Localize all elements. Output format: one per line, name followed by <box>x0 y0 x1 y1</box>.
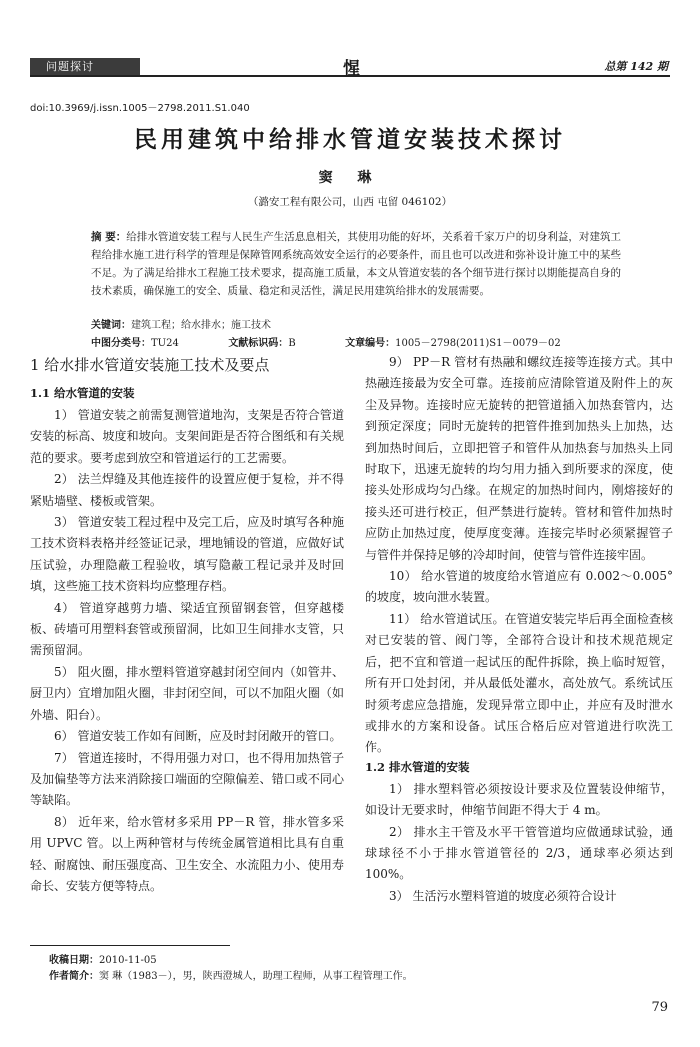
received-value: 2010-11-05 <box>99 955 157 966</box>
paragraph: 1） 排水塑料管必须按设计要求及位置装设伸缩节，如设计无要求时，伸缩节间距不得大于 4 m。 <box>365 781 673 818</box>
paragraph: 8） 近年来，给水管材多采用 PP－R 管，排水管多采用 UPVC 管。以上两种管材与传统金属管道相比具有自重轻、耐腐蚀、耐压强度高、卫生安全、水流阻力小、使用寿命长、安装方便等特点。 <box>30 814 344 893</box>
bio-label: 作者简介： <box>49 971 99 982</box>
keywords-label: 关键词： <box>91 320 131 331</box>
doi: doi:10.3969/j.issn.1005－2798.2011.S1.040 <box>30 103 250 114</box>
classification-line <box>91 334 621 349</box>
paragraph: 3） 管道安装工程过程中及完工后，应及时填写各种施工技术资料表格并经签证记录，埋地铺设的管道，应做好试压试验，办理隐蔽工程验收，填写隐蔽工程记录并及时回填，这些施工技术资料均应整理存档。 <box>30 515 344 594</box>
issue-number: 总第 142 期 <box>604 60 668 73</box>
paragraph: 1） 管道安装之前需复测管道地沟，支架是否符合管道安装的标高、坡度和坡向。支架间距是否符合图纸和有关规范的要求。要考虑到放空和管道运行的工艺需要。 <box>30 408 344 465</box>
paragraph: 10） 给水管道的坡度给水管道应有 0.002～0.005°的坡度，坡向泄水装置。 <box>365 569 673 605</box>
clc-label: 中图分类号： <box>91 338 151 349</box>
article-number-label: 文章编号： <box>345 338 396 349</box>
clc-value: TU24 <box>151 338 179 349</box>
keywords-text: 建筑工程；给水排水；施工技术 <box>131 320 271 331</box>
paragraph: 5） 阻火圈，排水塑料管道穿越封闭空间内（如管井、厨卫内）宜增加阻火圈，非封闭空间，可以不加阻火圈（如外墙、阳台）。 <box>30 664 344 722</box>
paragraph: 7） 管道连接时，不得用强力对口，也不得用加热管子及加偏垫等方法来消除接口端面的空隙偏差、错口或不同心等缺陷。 <box>30 750 344 808</box>
paragraph: 9） PP－R 管材有热融和螺纹连接等连接方式。其中热融连接最为安全可靠。连接前应清除管道及附件上的灰尘及异物。连接时应无旋转的把管道插入加热套管内，达到预定深度；同时无旋转的把管件推到加热头上加热，达到加热时间后，立即把管子和管件从加热套与加热头上同时取下，迅速无旋转的均匀用力插入到所要求的深度，使接头处形成均匀凸缘。在规定的加热时间内，刚熔接好的接头还可进行校正，但严禁进行旋转。管材和管件加热时应防止加热过度，使厚度变薄。连接完毕时必须紧握管子与管件并保持足够的冷却时间，使管与管件连接牢固。 <box>365 355 673 562</box>
doc-code-value: B <box>288 338 296 349</box>
footnote-rule <box>30 945 230 946</box>
abstract-text: 给排水管道安装工程与人民生产生活息息相关，其使用功能的好坏，关系着千家万户的切身利益，对建筑工程给排水施工进行科学的管理是保障管网系统高效安全运行的必要条件，而且也可以改进和弥补设计施工中的某些不足。为了满足给排水工程施工技术要求，提高施工质量，本文从管道安装的各个细节进行探讨以期能提高自身的技术素质，确保施工的安全、质量、稳定和灵活性，满足民用建筑给排水的发展需要。 <box>91 231 621 297</box>
section-tag: 问题探讨 <box>30 58 140 75</box>
bio-text: 窦 琳（1983－），男，陕西澄城人，助理工程师，从事工程管理工作。 <box>99 971 413 982</box>
author: 窦 琳 <box>318 170 382 186</box>
abstract <box>91 228 621 300</box>
page-number: 79 <box>651 1000 668 1015</box>
paragraph: 6） 管道安装工作如有间断，应及时封闭敞开的管口。 <box>54 729 342 744</box>
left-column <box>30 352 344 897</box>
paragraph: 11） 给水管道试压。在管道安装完毕后再全面检查核对已安装的管、阀门等，全部符合设计和技术规范规定后，把不宜和管道一起试压的配件拆除，换上临时短管，所有开口处封闭，并从最低处灌水，高处放气。系统试压时须考虑应急措施，发现异常立即中止，并应有及时泄水或排水的方案和设备。试压合格后应对管道进行吹洗工作。 <box>365 611 673 755</box>
author-bio <box>49 967 413 982</box>
received-label: 收稿日期： <box>49 955 99 966</box>
paragraph: 3） 生活污水塑料管道的坡度必须符合设计 <box>389 888 617 903</box>
section-heading-1: 1 给水排水管道安装施工技术及要点 <box>30 356 270 374</box>
journal-mark: 惺 <box>343 59 360 79</box>
article-number-value: 1005－2798(2011)S1－0079－02 <box>395 338 561 349</box>
received-date <box>49 951 157 966</box>
header-rule <box>30 75 670 77</box>
abstract-label: 摘 要： <box>91 231 127 243</box>
subsection-heading-1-1: 1.1 给水管道的安装 <box>30 386 135 400</box>
paragraph: 4） 管道穿越剪力墙、梁适宜预留钢套管，但穿越楼板、砖墙可用塑料套管或预留洞，比如卫生间排水支管，只需预留洞。 <box>30 600 344 658</box>
right-column <box>365 352 673 907</box>
paper-title: 民用建筑中给排水管道安装技术探讨 <box>134 126 566 153</box>
paragraph: 2） 法兰焊缝及其他连接件的设置应便于复检，并不得紧贴墙壁、楼板或管架。 <box>30 472 344 508</box>
subsection-heading-1-2: 1.2 排水管道的安装 <box>365 759 470 774</box>
affiliation: （潞安工程有限公司，山西 屯留 046102） <box>247 196 453 208</box>
paragraph: 2） 排水主干管及水平干管管道均应做通球试验，通球球径不小于排水管道管径的 2/3，通球率必须达到 100%。 <box>365 824 673 882</box>
keywords-line <box>91 316 271 331</box>
doc-code-label: 文献标识码： <box>228 338 289 349</box>
